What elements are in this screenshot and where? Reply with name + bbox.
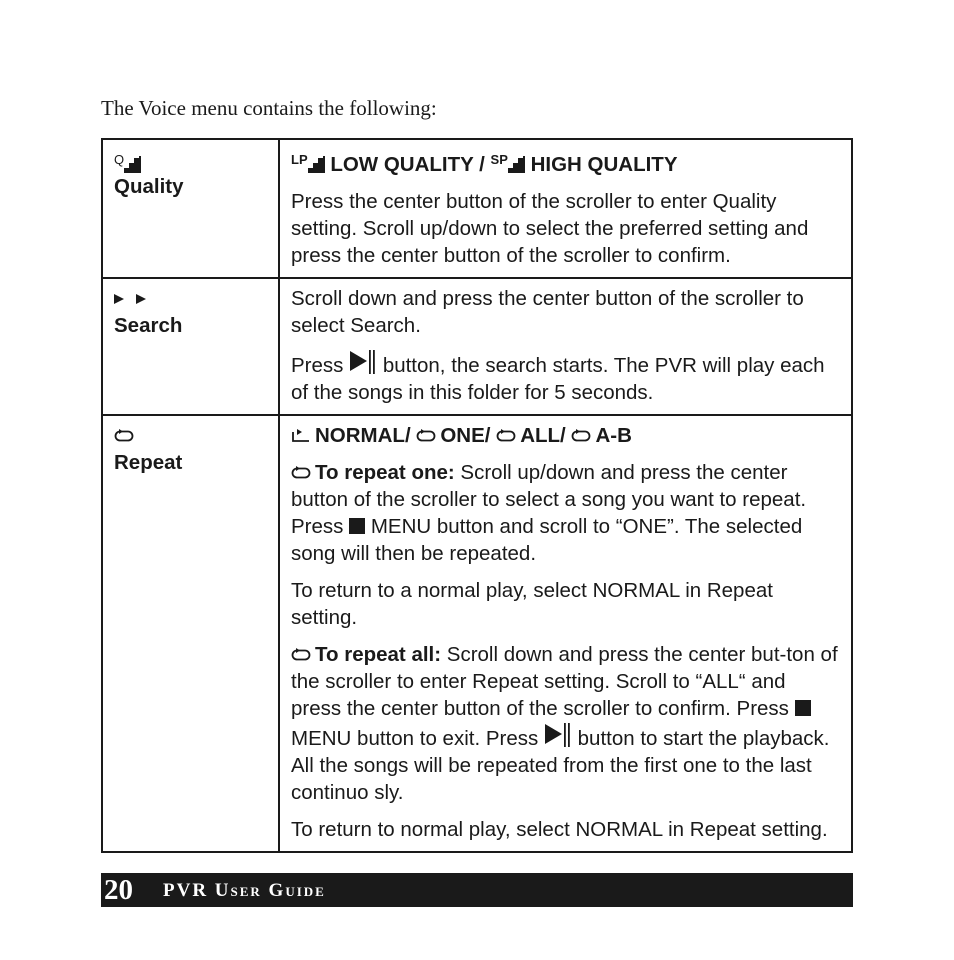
repeat-one-icon [416, 429, 436, 443]
repeat-icon [291, 466, 311, 480]
page-footer [101, 873, 853, 907]
repeat-options: NORMAL/ ONE/ ALL/ A-B [291, 422, 841, 449]
quality-text: Press the center button of the scroller to enter Quality setting. Scroll up/down to select the preferred setting and press the center button of the scroller to confirm. [291, 190, 809, 267]
intro-text: The Voice menu contains the following: [101, 96, 437, 120]
low-quality-icon [308, 156, 325, 173]
repeat-all-icon [496, 429, 516, 443]
search-description [279, 278, 852, 415]
table-row [102, 415, 852, 852]
repeat-label-cell [102, 415, 279, 852]
repeat-normal-text-1: To return to a normal play, select NORMAL in Repeat setting. [291, 579, 773, 629]
normal-icon [291, 429, 311, 443]
quality-options: $^{LP}$ LOW QUALITY / $^{SP}$ HIGH QUALITY [291, 152, 678, 176]
repeat-icon [114, 422, 268, 449]
quality-label: Quality [114, 175, 184, 198]
stop-icon [795, 700, 811, 716]
search-text-2: Press button, the search starts. The PVR will play each of the songs in this folder for 5 seconds. [291, 349, 841, 406]
page-number: 20 [104, 874, 133, 906]
repeat-one-text: To repeat one: Scroll up/down and press the center button of the scroller to select a song you want to repeat. Press MENU button and scroll to “ONE”. The selected song will then be repeated. [291, 461, 807, 565]
voice-menu-table [101, 138, 853, 853]
repeat-description [279, 415, 852, 852]
table-row [102, 139, 852, 278]
play-pause-icon [544, 722, 572, 748]
search-label: Search [114, 314, 183, 337]
search-label-cell [102, 278, 279, 415]
quality-icon: Q [114, 146, 268, 173]
repeat-all-text: To repeat all: Scroll down and press the center but-ton of the scroller to enter Repeat setting. Scroll to “ALL“ and press the center button of the scroller to confirm. Press MENU button to exit. Press button to start the playback. All the songs will be repeated from the first one to the last continuo sly. [291, 643, 838, 804]
repeat-ab-icon [571, 429, 591, 443]
play-pause-icon [349, 349, 377, 375]
fast-forward-icon [114, 285, 268, 312]
high-quality-icon [508, 156, 525, 173]
footer-title: PVR User Guide [163, 880, 326, 901]
quality-description [279, 139, 852, 278]
repeat-label: Repeat [114, 451, 183, 474]
repeat-normal-text-2: To return to normal play, select NORMAL in Repeat setting. [291, 818, 828, 841]
quality-label-cell [102, 139, 279, 278]
repeat-icon [291, 648, 311, 662]
stop-icon [349, 518, 365, 534]
search-text-1: Scroll down and press the center button of the scroller to select Search. [291, 287, 804, 337]
table-row [102, 278, 852, 415]
